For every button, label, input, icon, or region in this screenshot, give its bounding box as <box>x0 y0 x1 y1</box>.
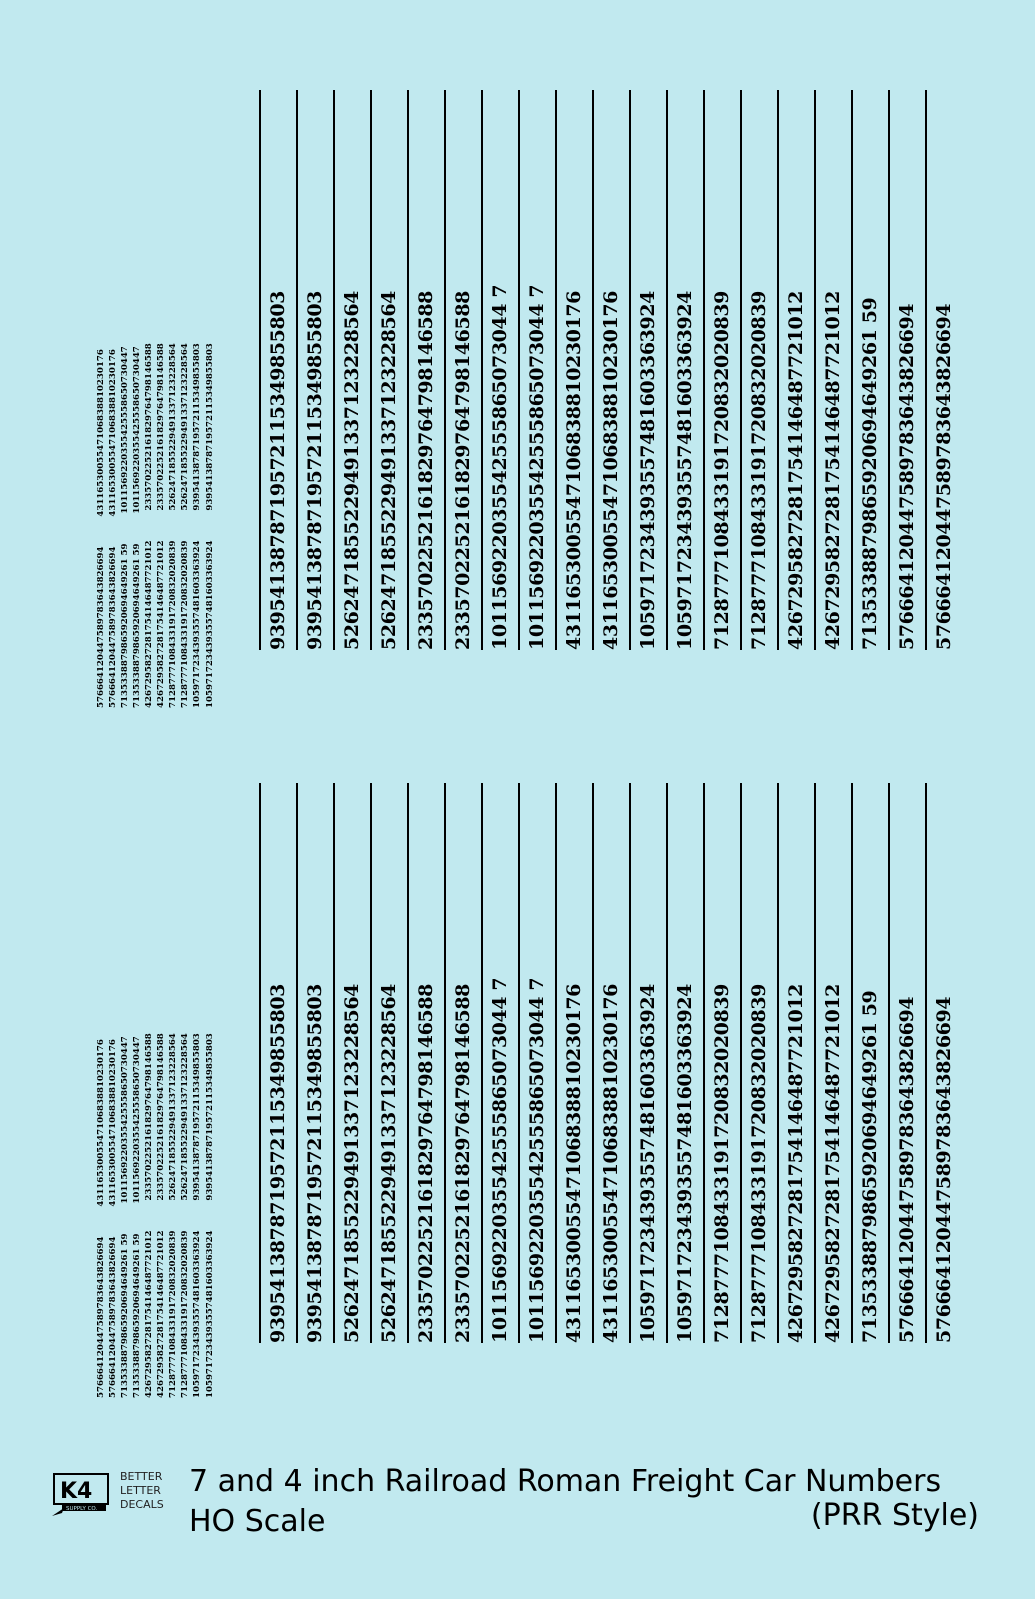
number-text: 101156922035542555865073044 7 <box>526 284 548 650</box>
cut-line <box>740 783 742 1343</box>
number-text: 1059717234393557481603363924 <box>674 984 696 1343</box>
small-number-column <box>168 58 178 708</box>
cut-line <box>481 90 483 650</box>
cut-line <box>481 783 483 1343</box>
number-text: 101156922035542555865073044 7 <box>526 977 548 1343</box>
small-number-text: 576664120447589783643826694 4311653005547106838810230176 <box>108 1039 118 1398</box>
number-text: 1059717234393557481603363924 <box>637 291 659 650</box>
number-text: 9395413878719572115349855803 <box>267 984 289 1343</box>
number-text: 2335702252161829764798146588 <box>452 984 474 1343</box>
small-number-column <box>192 748 202 1398</box>
small-number-column <box>120 58 130 708</box>
brand-line-3: DECALS <box>120 1498 164 1511</box>
cut-line <box>555 783 557 1343</box>
cut-line <box>259 90 261 650</box>
small-number-text: 1059717234393557481603363924 9395413878719572115349855803 <box>192 343 202 708</box>
number-text: 7128777108433191720832020839 <box>748 291 770 650</box>
cut-line <box>629 90 631 650</box>
cut-line <box>518 783 520 1343</box>
number-row-top <box>777 90 811 650</box>
cut-line <box>777 90 779 650</box>
cut-line <box>666 90 668 650</box>
footer <box>0 1460 1035 1580</box>
small-number-column <box>144 748 154 1398</box>
number-text: 5262471855229491337123228564 <box>341 291 363 650</box>
number-text: 1059717234393557481603363924 <box>674 291 696 650</box>
cut-line <box>518 90 520 650</box>
small-number-column <box>144 58 154 708</box>
number-row-top <box>740 90 774 650</box>
number-row-top <box>925 90 959 650</box>
number-row-bottom <box>851 783 885 1343</box>
small-number-column <box>108 748 118 1398</box>
number-text: 4267295827281754146487721012 <box>822 291 844 650</box>
small-number-column <box>168 748 178 1398</box>
number-row-bottom <box>592 783 626 1343</box>
number-row-top <box>888 90 922 650</box>
small-number-text: 7128777108433191720832020839 5262471855229491337123228564 <box>168 343 178 708</box>
number-text: 101156922035542555865073044 7 <box>489 284 511 650</box>
number-row-bottom <box>259 783 293 1343</box>
number-row-bottom <box>629 783 663 1343</box>
number-row-top <box>629 90 663 650</box>
number-row-bottom <box>370 783 404 1343</box>
number-row-top <box>518 90 552 650</box>
small-number-text: 1059717234393557481603363924 9395413878719572115349855803 <box>205 1033 215 1398</box>
small-number-column <box>156 58 166 708</box>
page-subtitle: (PRR Style) <box>810 1498 979 1533</box>
number-row-top <box>259 90 293 650</box>
small-number-text: 7135338879865920694649261 59 1011569220355425558650730447 <box>120 1036 130 1398</box>
small-number-text: 576664120447589783643826694 4311653005547106838810230176 <box>96 349 106 708</box>
number-text: 9395413878719572115349855803 <box>304 984 326 1343</box>
small-number-text: 576664120447589783643826694 4311653005547106838810230176 <box>96 1039 106 1398</box>
small-number-text: 4267295827281754146487721012 2335702252161829764798146588 <box>144 1033 154 1398</box>
cut-line <box>370 90 372 650</box>
small-number-text: 4267295827281754146487721012 2335702252161829764798146588 <box>156 1033 166 1398</box>
number-row-top <box>703 90 737 650</box>
brand-text <box>120 1470 164 1512</box>
number-row-top <box>851 90 885 650</box>
small-number-column <box>205 748 215 1398</box>
small-number-text: 576664120447589783643826694 4311653005547106838810230176 <box>108 349 118 708</box>
k4-logo-icon <box>52 1472 112 1516</box>
small-number-text: 7128777108433191720832020839 5262471855229491337123228564 <box>180 1033 190 1398</box>
number-text: 576664120447589783643826694 <box>933 996 955 1343</box>
cut-line <box>814 783 816 1343</box>
cut-line <box>740 90 742 650</box>
number-text: 4311653005547106838810230176 <box>563 984 585 1343</box>
number-row-top <box>296 90 330 650</box>
number-row-top <box>592 90 626 650</box>
cut-line <box>592 783 594 1343</box>
cut-line <box>407 783 409 1343</box>
cut-line <box>629 783 631 1343</box>
cut-line <box>814 90 816 650</box>
small-number-column <box>132 58 142 708</box>
number-text: 5262471855229491337123228564 <box>378 984 400 1343</box>
cut-line <box>296 783 298 1343</box>
small-number-column <box>96 58 106 708</box>
number-row-bottom <box>740 783 774 1343</box>
number-row-top <box>407 90 441 650</box>
number-text: 7128777108433191720832020839 <box>711 984 733 1343</box>
number-text: 5262471855229491337123228564 <box>341 984 363 1343</box>
cut-line <box>333 783 335 1343</box>
cut-line <box>296 90 298 650</box>
number-text: 7128777108433191720832020839 <box>711 291 733 650</box>
number-text: 2335702252161829764798146588 <box>415 291 437 650</box>
number-text: 9395413878719572115349855803 <box>304 291 326 650</box>
number-row-top <box>370 90 404 650</box>
brand-line-2: LETTER <box>120 1484 161 1497</box>
number-row-bottom <box>777 783 811 1343</box>
cut-line <box>851 90 853 650</box>
number-row-top <box>333 90 367 650</box>
small-number-text: 1059717234393557481603363924 9395413878719572115349855803 <box>192 1033 202 1398</box>
small-number-text: 1059717234393557481603363924 9395413878719572115349855803 <box>205 343 215 708</box>
number-text: 1059717234393557481603363924 <box>637 984 659 1343</box>
number-row-top <box>444 90 478 650</box>
number-text: 7128777108433191720832020839 <box>748 984 770 1343</box>
small-number-column <box>192 58 202 708</box>
cut-line <box>925 90 927 650</box>
small-number-text: 7128777108433191720832020839 5262471855229491337123228564 <box>180 343 190 708</box>
number-text: 576664120447589783643826694 <box>896 996 918 1343</box>
small-number-text: 7135338879865920694649261 59 1011569220355425558650730447 <box>120 346 130 708</box>
number-row-bottom <box>888 783 922 1343</box>
number-text: 4267295827281754146487721012 <box>785 984 807 1343</box>
number-row-bottom <box>444 783 478 1343</box>
small-number-column <box>180 748 190 1398</box>
cut-line <box>666 783 668 1343</box>
small-number-text: 7128777108433191720832020839 5262471855229491337123228564 <box>168 1033 178 1398</box>
number-text: 2335702252161829764798146588 <box>452 291 474 650</box>
number-text: 7135338879865920694649261 59 <box>859 990 881 1343</box>
number-row-bottom <box>518 783 552 1343</box>
small-number-column <box>205 58 215 708</box>
number-row-bottom <box>407 783 441 1343</box>
number-row-bottom <box>703 783 737 1343</box>
number-row-bottom <box>555 783 589 1343</box>
number-row-top <box>555 90 589 650</box>
number-text: 4311653005547106838810230176 <box>563 291 585 650</box>
number-text: 4311653005547106838810230176 <box>600 291 622 650</box>
logo-text: K4 <box>60 1479 93 1504</box>
small-number-column <box>180 58 190 708</box>
cut-line <box>444 783 446 1343</box>
small-number-column <box>96 748 106 1398</box>
small-number-column <box>132 748 142 1398</box>
number-text: 2335702252161829764798146588 <box>415 984 437 1343</box>
small-number-column <box>120 748 130 1398</box>
number-text: 101156922035542555865073044 7 <box>489 977 511 1343</box>
number-row-top <box>666 90 700 650</box>
number-text: 5262471855229491337123228564 <box>378 291 400 650</box>
small-number-text: 4267295827281754146487721012 2335702252161829764798146588 <box>156 343 166 708</box>
cut-line <box>703 90 705 650</box>
number-text: 4267295827281754146487721012 <box>822 984 844 1343</box>
cut-line <box>407 90 409 650</box>
cut-line <box>333 90 335 650</box>
number-row-top <box>814 90 848 650</box>
small-number-text: 7135338879865920694649261 59 1011569220355425558650730447 <box>132 1036 142 1398</box>
cut-line <box>888 783 890 1343</box>
scale-label: HO Scale <box>189 1504 326 1539</box>
number-text: 576664120447589783643826694 <box>896 303 918 650</box>
number-row-bottom <box>814 783 848 1343</box>
number-row-bottom <box>925 783 959 1343</box>
cut-line <box>444 90 446 650</box>
page-title: 7 and 4 inch Railroad Roman Freight Car Numbers <box>189 1464 942 1499</box>
cut-line <box>777 783 779 1343</box>
number-text: 4267295827281754146487721012 <box>785 291 807 650</box>
cut-line <box>888 90 890 650</box>
cut-line <box>259 783 261 1343</box>
number-row-bottom <box>481 783 515 1343</box>
logo-subtext: SUPPLY CO. <box>66 1506 98 1512</box>
number-row-bottom <box>333 783 367 1343</box>
number-text: 7135338879865920694649261 59 <box>859 297 881 650</box>
small-number-text: 7135338879865920694649261 59 1011569220355425558650730447 <box>132 346 142 708</box>
number-text: 576664120447589783643826694 <box>933 303 955 650</box>
number-row-top <box>481 90 515 650</box>
number-row-bottom <box>296 783 330 1343</box>
number-text: 9395413878719572115349855803 <box>267 291 289 650</box>
brand-line-1: BETTER <box>120 1470 163 1483</box>
cut-line <box>703 783 705 1343</box>
cut-line <box>370 783 372 1343</box>
number-text: 4311653005547106838810230176 <box>600 984 622 1343</box>
small-number-column <box>108 58 118 708</box>
small-number-column <box>156 748 166 1398</box>
cut-line <box>555 90 557 650</box>
cut-line <box>851 783 853 1343</box>
cut-line <box>925 783 927 1343</box>
small-number-text: 4267295827281754146487721012 2335702252161829764798146588 <box>144 343 154 708</box>
cut-line <box>592 90 594 650</box>
number-row-bottom <box>666 783 700 1343</box>
